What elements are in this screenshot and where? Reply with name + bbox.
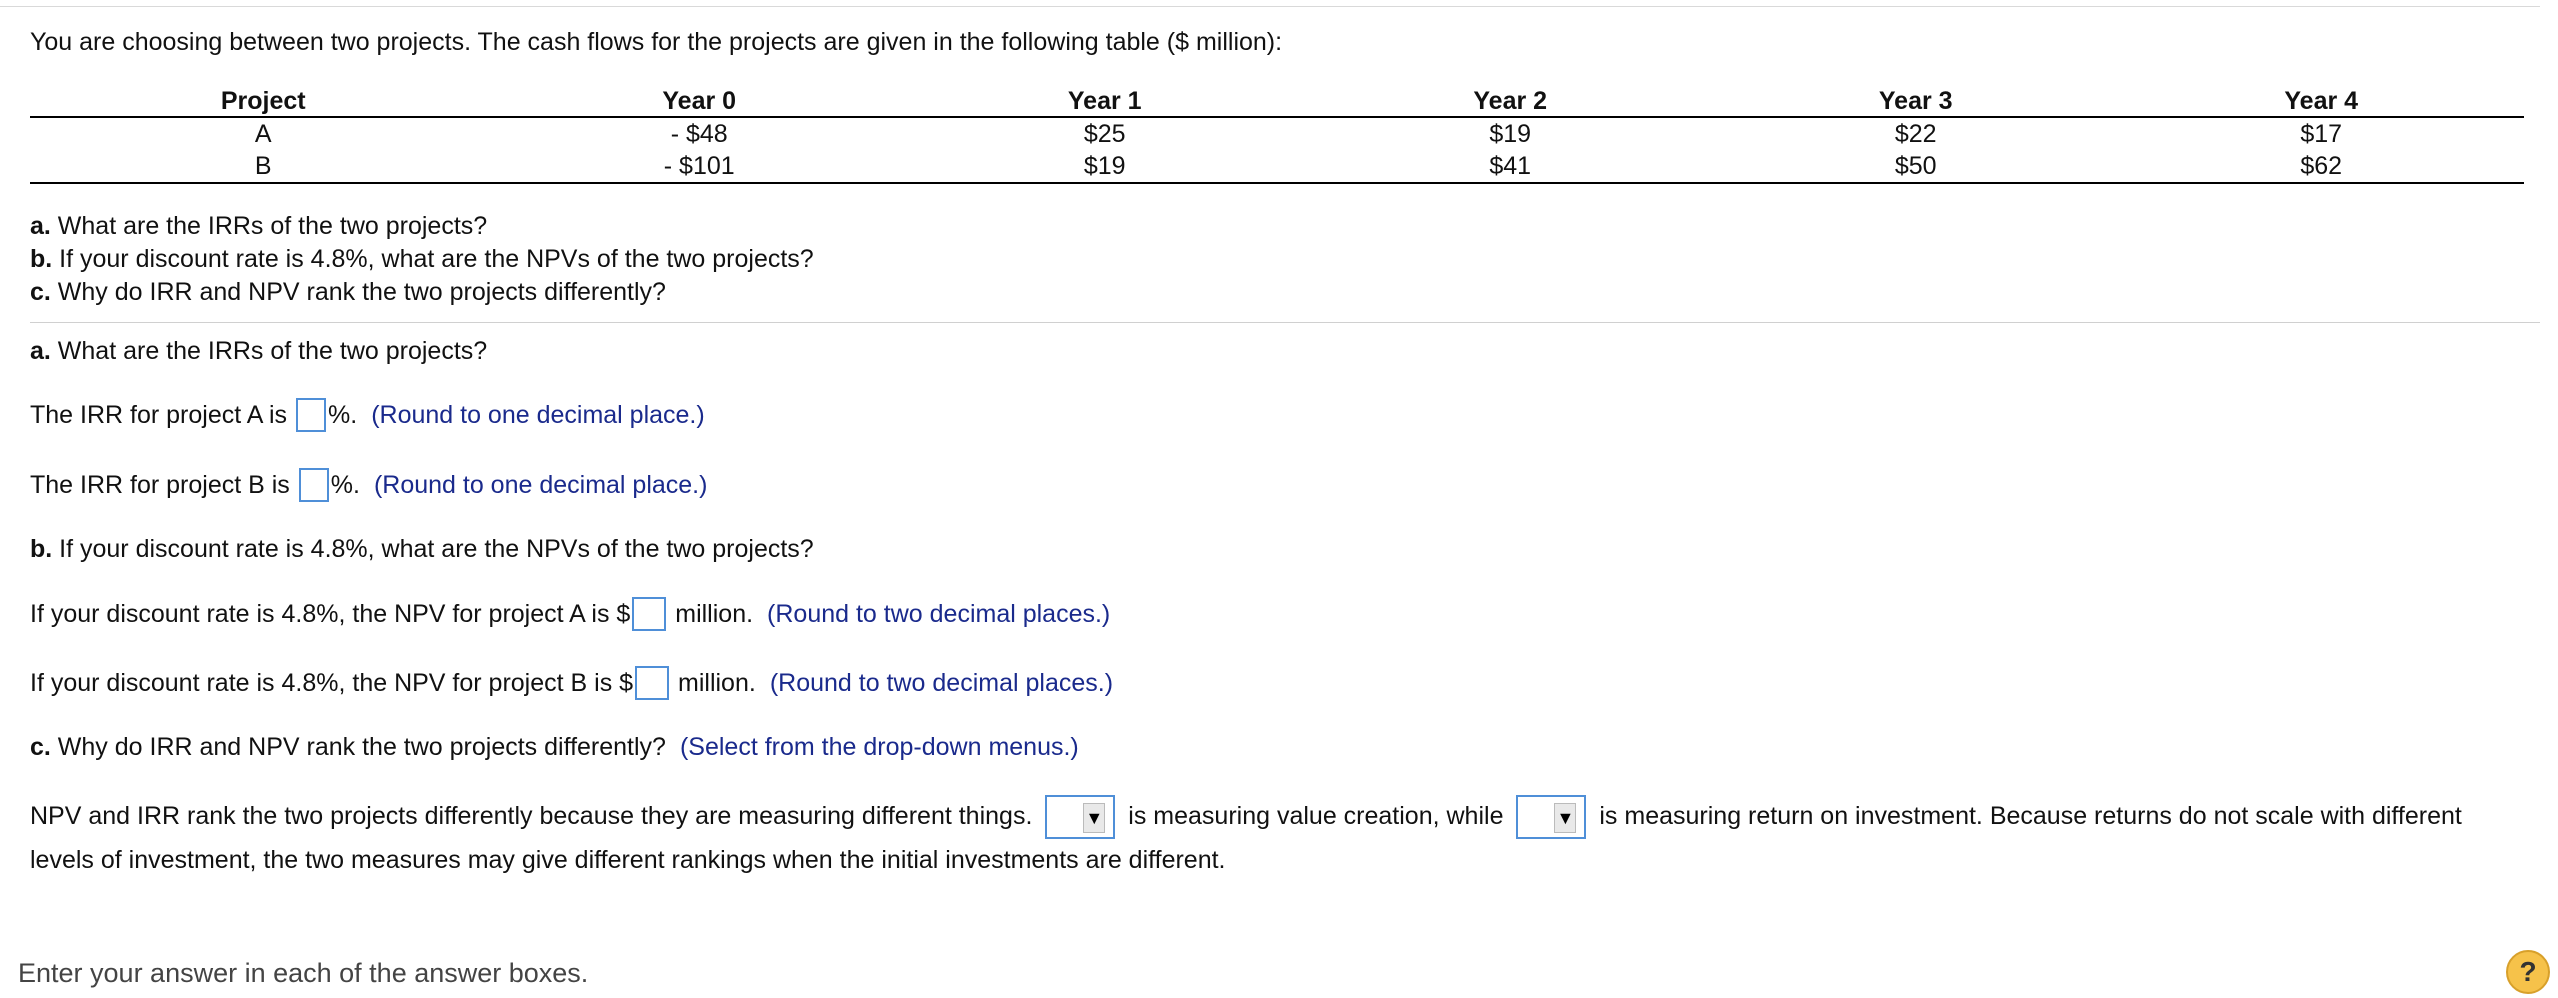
dropdown-arrow-icon: ▼ bbox=[1554, 803, 1576, 833]
npv-b-input[interactable] bbox=[635, 666, 669, 700]
npv-a-input[interactable] bbox=[632, 597, 666, 631]
npv-a-label: If your discount rate is 4.8%, the NPV for project A is $ bbox=[30, 599, 631, 628]
irr-a-input[interactable] bbox=[296, 398, 326, 432]
question-a-text: What are the IRRs of the two projects? bbox=[50, 212, 488, 240]
top-divider bbox=[0, 6, 2540, 7]
npv-b-label: If your discount rate is 4.8%, the NPV for project B is $ bbox=[30, 668, 634, 697]
answer-instruction: Enter your answer in each of the answer boxes. bbox=[18, 958, 589, 988]
cash-flow-table bbox=[30, 86, 2524, 184]
npv-a-unit: million. bbox=[668, 599, 754, 628]
table-cell: B bbox=[30, 150, 496, 183]
irr-b-unit: %. bbox=[330, 470, 360, 499]
column-header: Year 1 bbox=[902, 86, 1308, 117]
question-c bbox=[30, 276, 814, 309]
table-cell: $50 bbox=[1713, 150, 2119, 183]
table-cell: - $101 bbox=[496, 150, 902, 183]
part-a-label: a. bbox=[30, 336, 51, 365]
irr-b-line bbox=[30, 465, 707, 505]
part-a-text: What are the IRRs of the two projects? bbox=[50, 336, 488, 365]
table-cell: $25 bbox=[1083, 120, 1126, 148]
measure-dropdown-1[interactable] bbox=[1045, 795, 1115, 839]
part-c-hint: (Select from the drop-down menus.) bbox=[679, 732, 1079, 761]
table-cell: $17 bbox=[2300, 120, 2343, 148]
paragraph-text: NPV and IRR rank the two projects differently because they are measuring different things. bbox=[30, 802, 1040, 830]
problem-intro: You are choosing between two projects. The cash flows for the projects are given in the following table ($ million): bbox=[30, 28, 1283, 56]
paragraph-text: is measuring value creation, while bbox=[1121, 802, 1511, 830]
irr-b-hint: (Round to one decimal place.) bbox=[373, 470, 708, 499]
part-b-text: If your discount rate is 4.8%, what are the NPVs of the two projects? bbox=[52, 534, 814, 563]
question-c-text: Why do IRR and NPV rank the two projects differently? bbox=[50, 278, 666, 306]
part-a-heading bbox=[30, 331, 487, 371]
irr-a-hint: (Round to one decimal place.) bbox=[371, 400, 705, 429]
npv-a-hint: (Round to two decimal places.) bbox=[767, 599, 1111, 628]
part-c-heading bbox=[30, 727, 1079, 767]
column-header: Year 0 bbox=[496, 86, 902, 117]
column-header: Year 3 bbox=[1713, 86, 2119, 117]
part-b-heading bbox=[30, 529, 814, 569]
npv-b-hint: (Round to two decimal places.) bbox=[769, 668, 1114, 697]
table-cell: A bbox=[254, 120, 272, 148]
question-a-label: a. bbox=[30, 212, 51, 240]
table-header-row bbox=[30, 86, 2524, 117]
column-header: Project bbox=[30, 86, 496, 117]
question-b-label: b. bbox=[30, 245, 53, 273]
column-header: Year 4 bbox=[2118, 86, 2524, 117]
table-cell: $19 bbox=[902, 150, 1308, 183]
irr-a-line bbox=[30, 395, 705, 435]
part-c-label: c. bbox=[30, 732, 51, 761]
paragraph-text: is measuring return on investment. Because returns do not scale with different levels of investment, the two measures may give different rankings when the initial investments are different. bbox=[30, 802, 2462, 875]
table-row bbox=[30, 117, 2524, 150]
column-header: Year 2 bbox=[1307, 86, 1713, 117]
table-cell: $22 bbox=[1894, 120, 1937, 148]
npv-b-unit: million. bbox=[671, 668, 756, 697]
irr-b-label: The IRR for project B is bbox=[30, 470, 297, 499]
table-cell: $41 bbox=[1307, 150, 1713, 183]
question-b bbox=[30, 243, 814, 276]
measure-dropdown-2[interactable] bbox=[1516, 795, 1586, 839]
help-button[interactable]: ? bbox=[2506, 950, 2550, 994]
question-b-text: If your discount rate is 4.8%, what are the NPVs of the two projects? bbox=[52, 245, 814, 273]
table-cell: $19 bbox=[1489, 120, 1532, 148]
part-c-answer-paragraph bbox=[30, 795, 2530, 881]
irr-b-input[interactable] bbox=[299, 468, 329, 502]
npv-b-line bbox=[30, 663, 1113, 703]
part-b-label: b. bbox=[30, 534, 53, 563]
question-c-label: c. bbox=[30, 278, 51, 306]
dropdown-arrow-icon: ▼ bbox=[1083, 803, 1105, 833]
table-row bbox=[30, 150, 2524, 183]
table-cell: - $48 bbox=[670, 120, 728, 148]
section-divider bbox=[30, 322, 2540, 323]
irr-a-label: The IRR for project A is bbox=[30, 400, 294, 429]
question-a bbox=[30, 210, 814, 243]
part-c-text: Why do IRR and NPV rank the two projects differently? bbox=[50, 732, 666, 761]
irr-a-unit: %. bbox=[328, 400, 358, 429]
question-list bbox=[30, 210, 814, 309]
npv-a-line bbox=[30, 594, 1110, 634]
table-cell: $62 bbox=[2118, 150, 2524, 183]
